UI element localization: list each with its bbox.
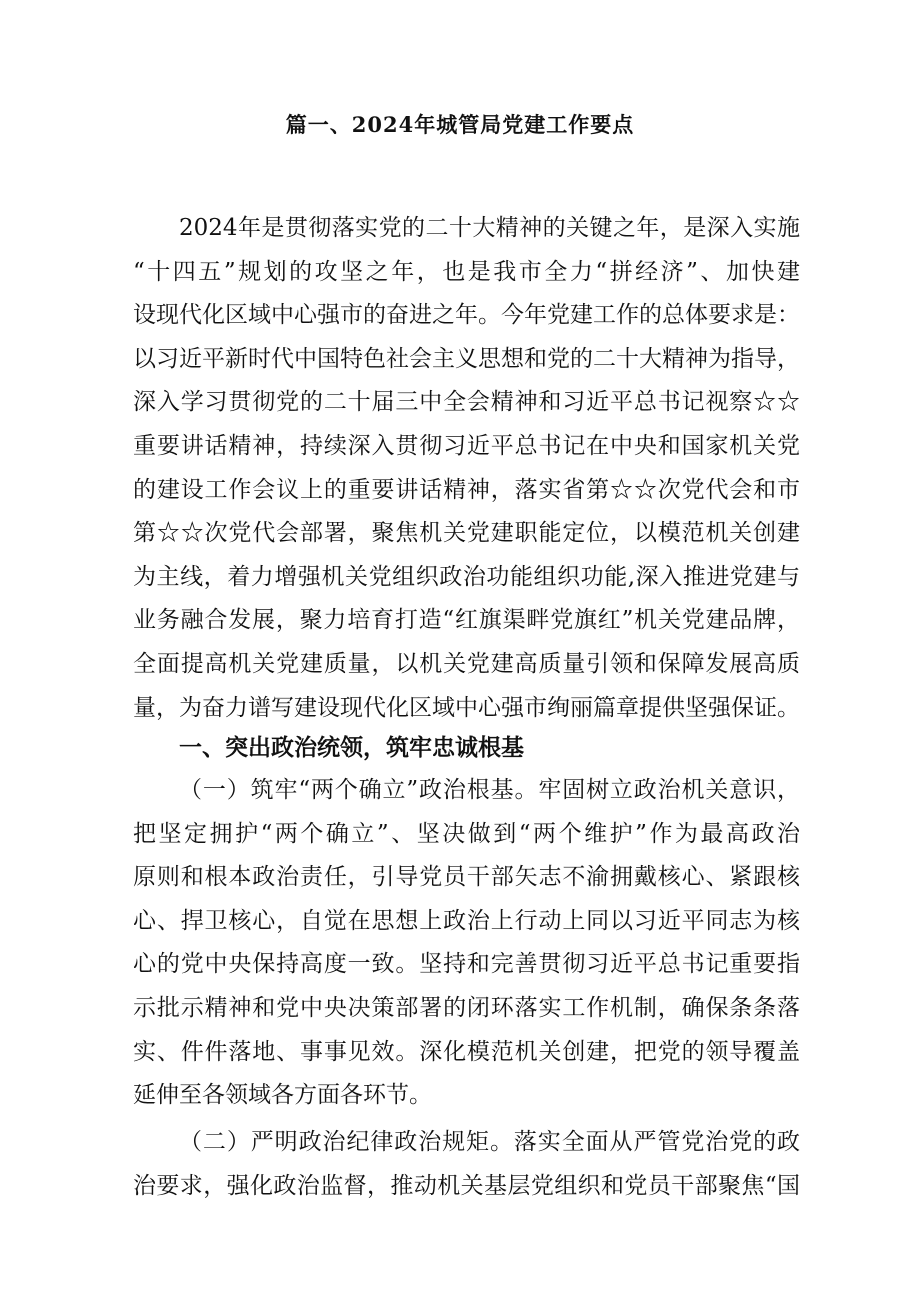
text-line: （一）筑牢“两个确立”政治根基。牢固树立政治机关意识， (179, 777, 800, 803)
text-line: 原则和根本政治责任，引导党员干部矢志不渝拥戴核心、紧跟核 (133, 864, 800, 891)
text-line: 的建设工作会议上的重要讲话精神，落实省第☆☆次党代会和市 (133, 476, 800, 503)
text-line: 深入学习贯彻党的二十届三中全会精神和习近平总书记视察☆☆ (133, 389, 800, 416)
text-line: 实、件件落地、事事见效。深化模范机关创建，把党的领导覆盖 (133, 1038, 800, 1065)
text-line: 为主线，着力增强机关党组织政治功能组织功能,深入推进党建与 (133, 563, 800, 590)
text-line: “十四五”规划的攻坚之年，也是我市全力“拼经济”、加快建 (133, 258, 800, 285)
document-title: 篇一、2024年城管局党建工作要点 (285, 112, 635, 137)
section-heading: 一、突出政治统领，筑牢忠诚根基 (179, 734, 524, 761)
text-line: 重要讲话精神，持续深入贯彻习近平总书记在中央和国家机关党 (133, 432, 800, 459)
text-line: 把坚定拥护“两个确立”、坚决做到“两个维护”作为最高政治 (133, 820, 800, 847)
text-line: 业务融合发展，聚力培育打造“红旗渠畔党旗红”机关党建品牌， (133, 607, 800, 634)
text-line: 心、捍卫核心，自觉在思想上政治上行动上同以习近平同志为核 (133, 907, 800, 934)
intro-paragraph (133, 207, 800, 730)
text-line: 2024年是贯彻落实党的二十大精神的关键之年，是深入实施 (179, 215, 800, 241)
text-line: 设现代化区域中心强市的奋进之年。今年党建工作的总体要求是： (133, 302, 800, 329)
paragraph-1 (133, 769, 800, 1118)
paragraph-2 (133, 1121, 800, 1208)
text-line: （二）严明政治纪律政治规矩。落实全面从严管党治党的政 (179, 1129, 800, 1155)
text-line: 治要求，强化政治监督，推动机关基层党组织和党员干部聚焦“国 (133, 1172, 800, 1199)
text-line: 量，为奋力谱写建设现代化区域中心强市绚丽篇章提供坚强保证。 (133, 694, 800, 721)
text-line: 第☆☆次党代会部署，聚焦机关党建职能定位，以模范机关创建 (133, 520, 800, 547)
text-line: 全面提高机关党建质量，以机关党建高质量引领和保障发展高质 (133, 650, 800, 677)
text-line: 延伸至各领域各方面各环节。 (133, 1082, 432, 1109)
text-line: 以习近平新时代中国特色社会主义思想和党的二十大精神为指导， (133, 345, 800, 372)
text-line: 示批示精神和党中央决策部署的闭环落实工作机制，确保条条落 (133, 994, 800, 1021)
text-line: 心的党中央保持高度一致。坚持和完善贯彻习近平总书记重要指 (133, 951, 800, 978)
